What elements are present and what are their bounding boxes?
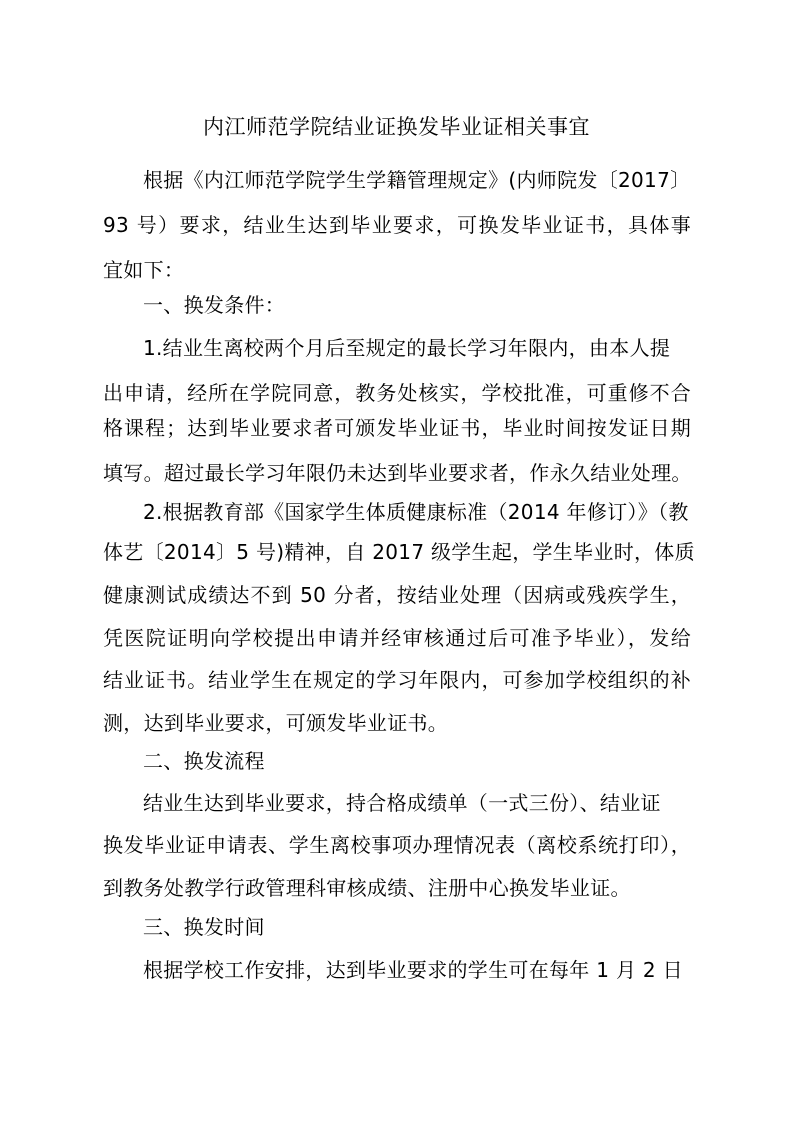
paragraph-line: 出申请，经所在学院同意，教务处核实，学校批准，可重修不合 bbox=[103, 381, 691, 405]
document-title: 内江师范学院结业证换发毕业证相关事宜 bbox=[203, 115, 590, 139]
paragraph-line: 健康测试成绩达不到 50 分者，按结业处理（因病或残疾学生， bbox=[103, 583, 691, 607]
paragraph-line: 结业生达到毕业要求，持合格成绩单（一式三份）、结业证 bbox=[143, 791, 661, 815]
paragraph-line: 凭医院证明向学校提出申请并经审核通过后可准予毕业），发给 bbox=[103, 626, 691, 650]
paragraph-line: 填写。超过最长学习年限仍未达到毕业要求者，作永久结业处理。 bbox=[103, 461, 692, 485]
paragraph-line: 到教务处教学行政管理科审核成绩、注册中心换发毕业证。 bbox=[103, 876, 631, 900]
paragraph-line: 根据学校工作安排，达到毕业要求的学生可在每年 1 月 2 日 bbox=[143, 958, 683, 982]
paragraph-line: 宜如下： bbox=[103, 258, 185, 282]
section-heading: 二、换发流程 bbox=[143, 749, 265, 773]
paragraph-line: 测，达到毕业要求，可颁发毕业证书。 bbox=[103, 711, 449, 735]
paragraph-line: 93 号）要求，结业生达到毕业要求，可换发毕业证书，具体事 bbox=[103, 213, 691, 237]
paragraph-line: 体艺〔2014〕5 号)精神，自 2017 级学生起，学生毕业时，体质 bbox=[103, 540, 695, 564]
paragraph-line: 1.结业生离校两个月后至规定的最长学习年限内，由本人提 bbox=[143, 336, 671, 360]
paragraph-line: 格课程；达到毕业要求者可颁发毕业证书，毕业时间按发证日期 bbox=[103, 416, 691, 440]
paragraph-line: 换发毕业证申请表、学生离校事项办理情况表（离校系统打印）， bbox=[103, 833, 691, 857]
section-heading: 三、换发时间 bbox=[143, 915, 265, 939]
paragraph-line: 结业证书。结业学生在规定的学习年限内，可参加学校组织的补 bbox=[103, 668, 691, 692]
paragraph-line: 2.根据教育部《国家学生体质健康标准（2014 年修订）》（教 bbox=[143, 500, 689, 524]
paragraph-line: 根据《内江师范学院学生学籍管理规定》(内师院发〔2017〕 bbox=[143, 168, 691, 192]
section-heading: 一、换发条件： bbox=[143, 293, 286, 317]
